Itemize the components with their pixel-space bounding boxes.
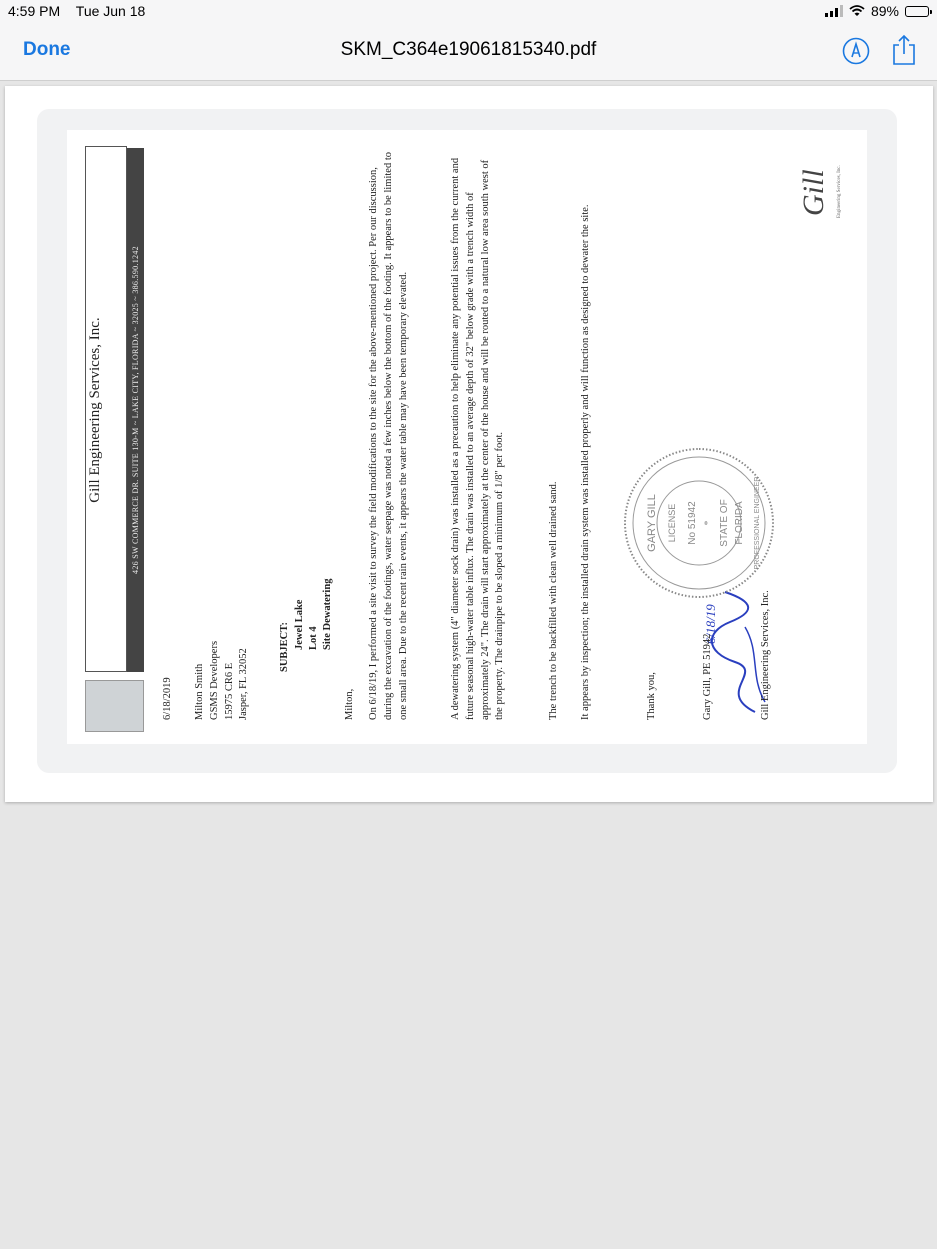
- battery-icon: [905, 6, 929, 17]
- letter-date: 6/18/2019: [162, 677, 173, 720]
- pdf-page[interactable]: [5, 86, 933, 802]
- subject-block: [293, 579, 335, 650]
- company-name: Gill Engineering Services, Inc.: [87, 317, 103, 503]
- paragraph-2: A dewatering system (4" diameter sock drain) was installed as a precaution to help eliminate any potential issues from the current and future seasonal high-water table influx. The drain was installed to an average depth of 32" below grade with a trench width of approximately 24". The drain will start approximately at the center of the house and will be routed to a natural low area south west of the property. The drainpipe to be sloped a minimum of 1/8" per foot.: [450, 157, 506, 720]
- logo-placeholder: [85, 680, 144, 732]
- stamp-florida: FLORIDA: [734, 501, 745, 545]
- status-date: Tue Jun 18: [75, 3, 146, 19]
- markup-pen-icon[interactable]: [842, 37, 870, 65]
- recipient-line: 15975 CR6 E: [223, 662, 235, 720]
- company-logo: Gill: [797, 169, 830, 216]
- recipient-line: GSMS Developers: [208, 640, 220, 720]
- subject-label: SUBJECT:: [279, 622, 290, 672]
- rotated-letter-content: [67, 130, 867, 744]
- svg-text:6/18/19: 6/18/19: [703, 604, 718, 644]
- wifi-icon: [849, 5, 865, 17]
- subject-line: Lot 4: [308, 626, 319, 650]
- signer-company: Gill Engineering Services, Inc.: [760, 590, 771, 720]
- stamp-name: GARY GILL: [646, 494, 658, 552]
- status-bar: [0, 0, 937, 22]
- done-button[interactable]: Done: [23, 39, 71, 60]
- recipient-line: Milton Smith: [194, 663, 205, 720]
- svg-text:*: *: [703, 520, 714, 526]
- stamp-license-label: LICENSE: [667, 503, 677, 543]
- recipient-block: [193, 641, 252, 720]
- paragraph-4: It appears by inspection; the installed drain system was installed properly and will function as designed to dewater the site.: [580, 204, 591, 720]
- stamp-license-number: No 51942: [687, 501, 698, 545]
- recipient-line: Jasper, FL 32052: [238, 648, 250, 720]
- navigation-bar: [0, 22, 937, 81]
- subject-line: Site Dewatering: [322, 578, 333, 650]
- salutation: Milton,: [344, 688, 355, 720]
- subject-line: Jewel Lake: [294, 599, 305, 650]
- battery-percent: 89%: [870, 3, 899, 19]
- status-time: 4:59 PM: [8, 3, 61, 19]
- paragraph-3: The trench to be backfilled with clean well drained sand.: [548, 481, 559, 720]
- closing: Thank you,: [646, 672, 657, 720]
- stamp-state: STATE OF: [719, 499, 730, 547]
- scanned-letter: [67, 130, 867, 744]
- paragraph-1: On 6/18/19, I performed a site visit to survey the field modifications to the site for the above-mentioned project. Per our discussion, during the excavation of the footings, water seepage was noted a few inches below the bottom of the footing. It appears to be limited to one small area. Due to the recent rain events, it appears the water table may have been temporary elevated.: [368, 152, 409, 720]
- stamp-professional: PROFESSIONAL ENGINEER: [754, 476, 761, 570]
- cellular-signal-icon: [825, 5, 843, 17]
- document-title: SKM_C364e19061815340.pdf: [340, 39, 597, 60]
- company-address: 426 SW COMMERCE DR. SUITE 130-M ~ LAKE CITY, FLORIDA ~ 32025 ~ 386.590.1242: [127, 148, 144, 672]
- engineer-seal-stamp: [623, 447, 775, 599]
- share-icon[interactable]: [891, 34, 917, 66]
- signer-name: Gary Gill, PE 51942: [702, 633, 713, 720]
- company-logo-subtitle: Engineering Services, Inc.: [837, 165, 842, 218]
